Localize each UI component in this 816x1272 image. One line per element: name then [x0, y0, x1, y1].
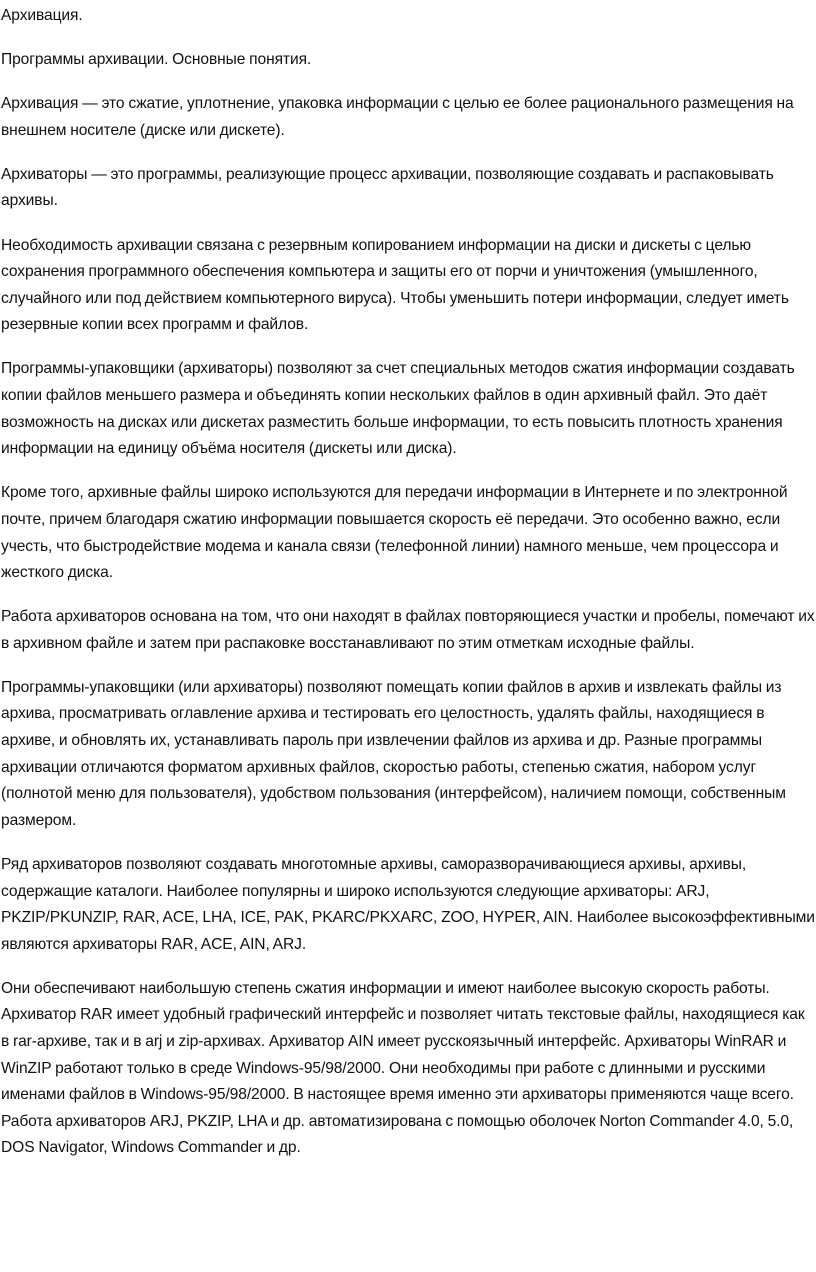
paragraph-backup-need: Необходимость архивации связана с резервным копированием информации на диски и дискеты с целью сохранения программного обеспечения компьютера и защиты его от порчи и уничтожения (умышленного, случайного или под действием компьютерного вируса). Чтобы уменьшить потери информации, следует иметь резервные копии всех программ и файлов. — [1, 236, 789, 334]
paragraph-archivers-definition: Архиваторы — это программы, реализующие процесс архивации, позволяющие создавать и распаковывать архивы. — [1, 165, 774, 210]
paragraph-packers: Программы-упаковщики (архиваторы) позволяют за счет специальных методов сжатия информации создавать копии файлов меньшего размера и объединять копии нескольких файлов в один архивный файл. Это даёт возможность на дисках или дискетах разместить больше информации, то есть повысить плотность хранения информации на единицу объёма носителя (дискеты или диска). — [1, 360, 795, 458]
section-heading: Программы архивации. Основные понятия. — [1, 51, 312, 69]
paragraph-internet-transfer: Кроме того, архивные файлы широко используются для передачи информации в Интернете и по электронной почте, причем благодаря сжатию информации повышается скорость её передачи. Это особенно важно, если учесть, что быстродействие модема и канала связи (телефонной линии) намного меньше, чем процессора и жесткого диска. — [1, 484, 788, 582]
paragraph-archiver-list: Ряд архиваторов позволяют создавать многотомные архивы, саморазворачивающиеся архивы, архивы, содержащие каталоги. Наиболее популярны и широко используются следующие архиваторы: ARJ, PKZIP/PKUNZIP, RAR, ACE, LHA, ICE, PAK, PKARC/PKXARC, ZOO, HYPER, AIN. Наиболее высокоэффективными являются архиваторы RAR, ACE, AIN, ARJ. — [1, 855, 815, 953]
paragraph-archiver-functions: Программы-упаковщики (или архиваторы) позволяют помещать копии файлов в архив и извлекать файлы из архива, просматривать оглавление архива и тестировать его целостность, удалять файлы, находящиеся в архиве, и обновлять их, устанавливать пароль при извлечении файлов из архива и др. Разные программы архивации отличаются форматом архивных файлов, скоростью работы, степенью сжатия, набором услуг (полнотой меню для пользователя), удобством пользования (интерфейсом), наличием помощи, собственным размером. — [1, 678, 786, 829]
paragraph-archiver-features: Они обеспечивают наибольшую степень сжатия информации и имеют наиболее высокую скорость работы. Архиватор RAR имеет удобный графический интерфейс и позволяет читать текстовые файлы, находящиеся как в rar-архиве, так и в arj и zip-архивах. Архиватор AIN имеет русскоязычный интерфейс. Архиваторы WinRAR и WinZIP работают только в среде Windows-95/98/2000. Они необходимы при работе с длинными и русскими именами файлов в Windows-95/98/2000. В настоящее время именно эти архиваторы применяются чаще всего. Работа архиваторов ARJ, PKZIP, LHA и др. автоматизирована с помощью оболочек Norton Commander 4.0, 5.0, DOS Navigator, Windows Commander и др. — [1, 979, 805, 1157]
document-title: Архивация. — [1, 7, 83, 24]
paragraph-how-archivers-work: Работа архиваторов основана на том, что они находят в файлах повторяющиеся участки и пробелы, помечают их в архивном файле и затем при распаковке восстанавливают по этим отметкам исходные файлы. — [1, 608, 815, 652]
paragraph-archiving-definition: Архивация — это сжатие, уплотнение, упаковка информации с целью ее более рационального размещения на внешнем носителе (диске или дискете). — [1, 95, 794, 139]
